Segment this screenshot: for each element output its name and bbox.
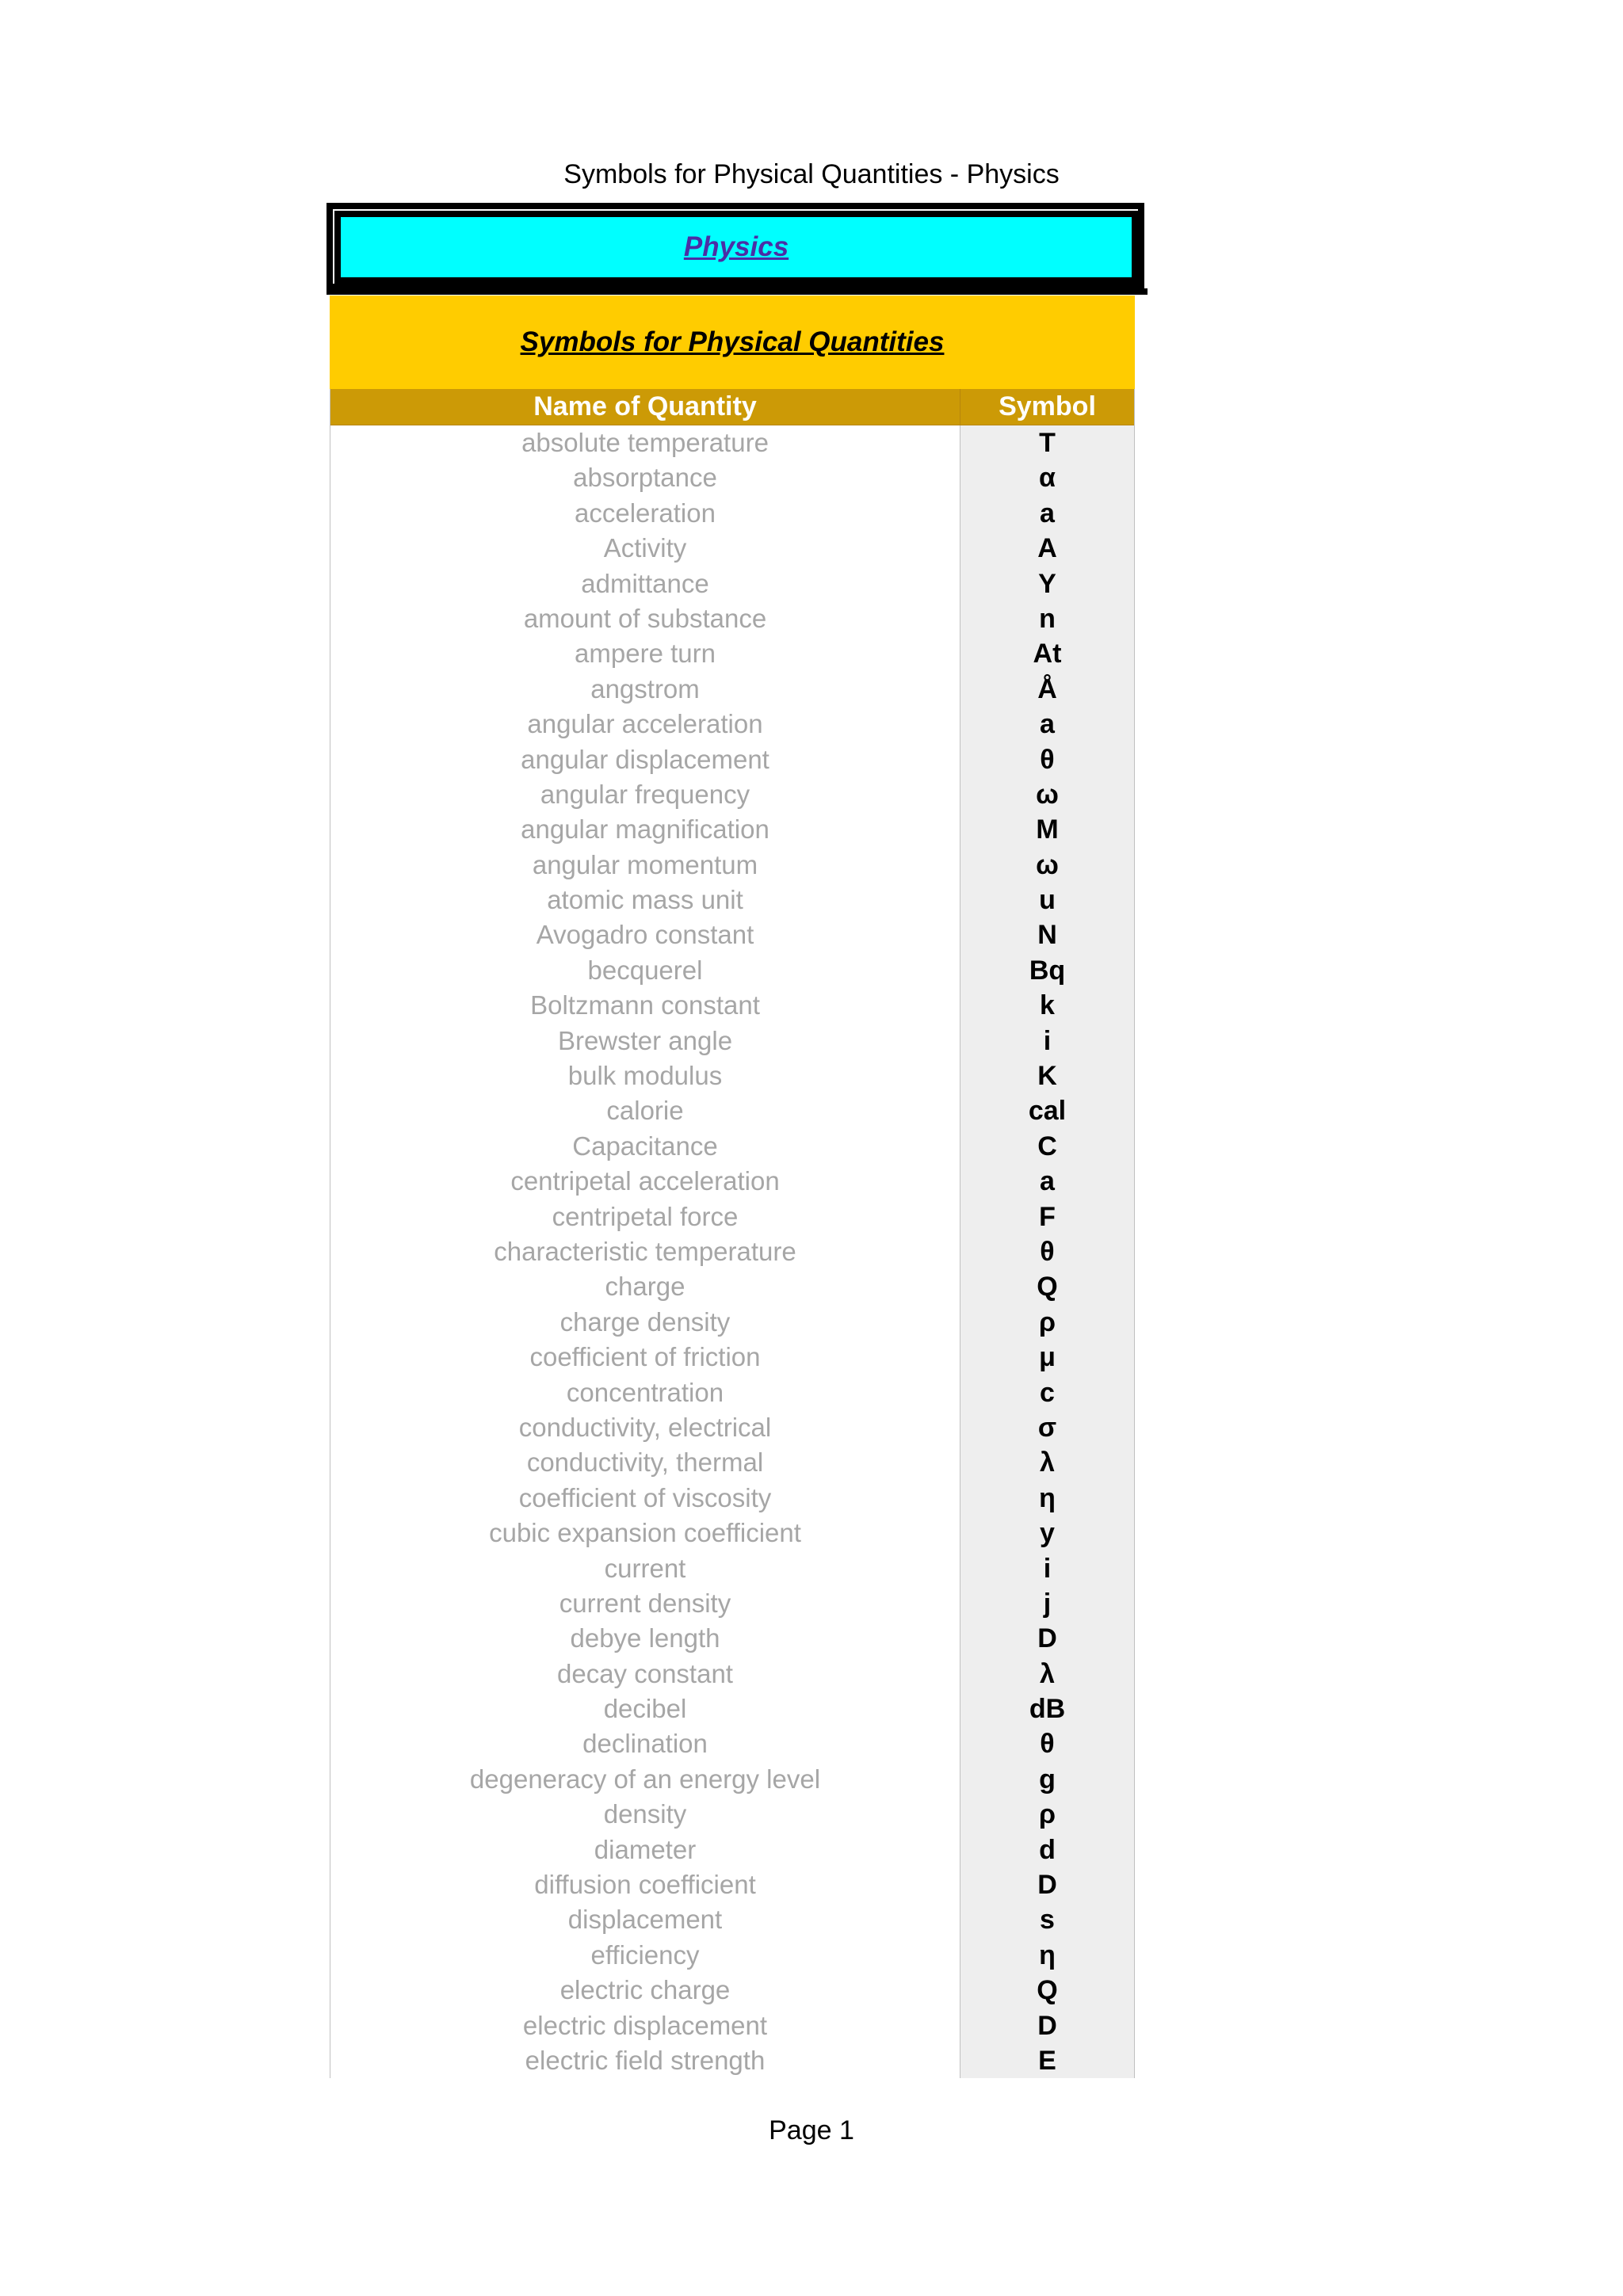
quantity-name-cell: angstrom [590, 673, 700, 704]
symbol-cell: C [960, 1129, 1134, 1164]
quantity-name-cell: centripetal acceleration [510, 1166, 780, 1196]
quantity-name-cell: cubic expansion coefficient [489, 1518, 801, 1548]
quantity-name-cell: absorptance [573, 463, 717, 493]
symbol-cell: η [960, 1938, 1134, 1973]
table-row [330, 1551, 1134, 1586]
table-row [330, 636, 1134, 671]
symbol-cell: λ [960, 1657, 1134, 1691]
banner-box [334, 211, 1138, 284]
table-row [330, 1269, 1134, 1304]
quantity-name-cell: angular magnification [521, 814, 769, 845]
symbol-cell: F [960, 1199, 1134, 1234]
symbol-cell: K [960, 1058, 1134, 1093]
symbol-cell: Å [960, 672, 1134, 707]
spreadsheet-area [327, 203, 1148, 2078]
table-row [330, 1481, 1134, 1516]
quantity-name-cell: Avogadro constant [536, 920, 754, 950]
table-row [330, 1410, 1134, 1445]
symbol-cell: θ [960, 1726, 1134, 1761]
table-row [330, 2043, 1134, 2078]
symbol-cell: T [960, 425, 1134, 460]
column-header-symbol: Symbol [960, 389, 1134, 425]
quantity-name-cell: density [603, 1799, 687, 1829]
quantity-name-cell: diffusion coefficient [534, 1870, 756, 1900]
quantity-name-cell: amount of substance [523, 603, 767, 633]
quantity-name-cell: coefficient of viscosity [518, 1482, 772, 1512]
quantity-name-cell: bulk modulus [567, 1061, 723, 1091]
symbol-cell: σ [960, 1410, 1134, 1445]
symbol-cell: c [960, 1375, 1134, 1410]
table-row [330, 917, 1134, 952]
quantity-name-cell: Brewster angle [557, 1025, 733, 1055]
quantity-name-cell: conductivity, electrical [518, 1412, 772, 1442]
symbol-cell: ρ [960, 1797, 1134, 1832]
quantity-name-cell: decibel [603, 1694, 687, 1724]
symbol-cell: Y [960, 566, 1134, 601]
table-row [330, 1726, 1134, 1761]
quantity-name-cell: electric displacement [522, 2010, 768, 2040]
quantity-name-cell: atomic mass unit [547, 885, 743, 915]
table-row [330, 883, 1134, 917]
quantity-name-cell: angular frequency [540, 779, 750, 809]
symbol-cell: N [960, 917, 1134, 952]
symbol-cell: η [960, 1481, 1134, 1516]
table-row [330, 496, 1134, 531]
symbol-cell: μ [960, 1340, 1134, 1375]
symbol-cell: A [960, 531, 1134, 566]
symbol-cell: a [960, 1164, 1134, 1199]
table-row [330, 425, 1134, 460]
physics-link[interactable]: Physics [683, 231, 789, 262]
quantity-name-cell: calorie [606, 1096, 684, 1126]
quantity-name-cell: current [604, 1553, 686, 1583]
table-row [330, 1586, 1134, 1621]
symbol-cell: ω [960, 777, 1134, 812]
table-row [330, 1129, 1134, 1164]
quantity-name-cell: becquerel [587, 955, 703, 985]
symbol-cell: θ [960, 1234, 1134, 1269]
symbol-cell: k [960, 988, 1134, 1023]
quantity-name-cell: centripetal force [552, 1201, 739, 1231]
quantity-name-cell: charge density [559, 1306, 731, 1337]
page-number: Page 1 [769, 2115, 854, 2145]
symbol-cell: At [960, 636, 1134, 671]
table-row [330, 988, 1134, 1023]
quantity-name-cell: angular momentum [532, 849, 758, 879]
symbol-cell: E [960, 2043, 1134, 2078]
quantity-name-cell: admittance [581, 568, 709, 598]
table-row [330, 1691, 1134, 1726]
symbol-cell: D [960, 1867, 1134, 1902]
table-row [330, 1902, 1134, 1937]
quantity-name-cell: Activity [603, 533, 687, 563]
quantity-name-cell: Capacitance [572, 1131, 718, 1161]
table-row [330, 848, 1134, 883]
table-row [330, 1621, 1134, 1656]
symbols-table [330, 389, 1135, 2078]
subtitle-band [330, 296, 1135, 389]
symbol-cell: Bq [960, 953, 1134, 988]
table-row [330, 1867, 1134, 1902]
quantity-name-cell: angular displacement [521, 744, 769, 774]
header-section: Physics [966, 159, 1060, 189]
quantity-name-cell: angular acceleration [527, 709, 763, 739]
quantity-name-cell: diameter [594, 1834, 697, 1864]
table-header-row [330, 389, 1134, 425]
table-row [330, 1973, 1134, 2008]
symbol-cell: i [960, 1024, 1134, 1058]
table-row [330, 1058, 1134, 1093]
quantity-name-cell: displacement [567, 1905, 723, 1935]
symbol-cell: a [960, 496, 1134, 531]
symbol-cell: D [960, 1621, 1134, 1656]
table-row [330, 460, 1134, 495]
quantity-name-cell: Boltzmann constant [530, 990, 760, 1020]
symbol-cell: Q [960, 1269, 1134, 1304]
symbol-cell: d [960, 1833, 1134, 1867]
table-row [330, 1375, 1134, 1410]
table-row [330, 1093, 1134, 1128]
quantity-name-cell: conductivity, thermal [526, 1447, 764, 1478]
table-row [330, 953, 1134, 988]
symbol-cell: y [960, 1516, 1134, 1550]
quantity-name-cell: electric field strength [525, 2045, 766, 2075]
table-row [330, 742, 1134, 777]
table-row [330, 777, 1134, 812]
quantity-name-cell: declination [582, 1729, 708, 1759]
table-row [330, 672, 1134, 707]
symbol-cell: ω [960, 848, 1134, 883]
quantity-name-cell: coefficient of friction [529, 1342, 761, 1372]
quantity-name-cell: charge [605, 1272, 685, 1302]
table-row [330, 1340, 1134, 1375]
quantity-name-cell: decay constant [557, 1658, 733, 1688]
quantity-name-cell: electric charge [559, 1975, 731, 2005]
column-header-name: Name of Quantity [533, 391, 757, 421]
quantity-name-cell: debye length [570, 1623, 720, 1653]
symbol-cell: λ [960, 1445, 1134, 1480]
page-header: Symbols for Physical Quantities - Physics [563, 159, 1060, 189]
table-row [330, 707, 1134, 742]
table-row [330, 1024, 1134, 1058]
symbol-cell: j [960, 1586, 1134, 1621]
symbol-cell: Q [960, 1973, 1134, 2008]
table-row [330, 1234, 1134, 1269]
symbol-cell: D [960, 2008, 1134, 2043]
symbol-cell: ρ [960, 1305, 1134, 1340]
table-title: Symbols for Physical Quantities [520, 326, 945, 357]
table-row [330, 1305, 1134, 1340]
symbol-cell: u [960, 883, 1134, 917]
table-row [330, 566, 1134, 601]
symbol-cell: cal [960, 1093, 1134, 1128]
table-row [330, 812, 1134, 847]
symbol-cell: g [960, 1762, 1134, 1797]
quantity-name-cell: efficiency [590, 1939, 700, 1970]
table-row [330, 1797, 1134, 1832]
header-title: Symbols for Physical Quantities [563, 159, 943, 189]
table-row [330, 1833, 1134, 1867]
quantity-name-cell: current density [559, 1588, 731, 1618]
symbol-cell: θ [960, 742, 1134, 777]
quantity-name-cell: characteristic temperature [494, 1236, 796, 1266]
table-row [330, 1938, 1134, 1973]
table-row [330, 1657, 1134, 1691]
table-row [330, 1762, 1134, 1797]
table-row [330, 1164, 1134, 1199]
table-row [330, 2008, 1134, 2043]
symbol-cell: s [960, 1902, 1134, 1937]
symbol-cell: dB [960, 1691, 1134, 1726]
symbol-cell: i [960, 1551, 1134, 1586]
table-row [330, 531, 1134, 566]
symbol-cell: a [960, 707, 1134, 742]
quantity-name-cell: ampere turn [575, 639, 716, 669]
physics-banner [327, 203, 1148, 296]
quantity-name-cell: concentration [566, 1377, 724, 1407]
symbol-cell: M [960, 812, 1134, 847]
quantity-name-cell: acceleration [575, 498, 716, 528]
table-row [330, 601, 1134, 636]
quantity-name-cell: degeneracy of an energy level [469, 1764, 821, 1794]
table-body [330, 425, 1134, 2078]
quantity-name-cell: absolute temperature [521, 428, 769, 457]
table-row [330, 1516, 1134, 1550]
symbol-cell: n [960, 601, 1134, 636]
table-row [330, 1445, 1134, 1480]
banner-divider [327, 288, 1148, 295]
table-row [330, 1199, 1134, 1234]
symbol-cell: α [960, 460, 1134, 495]
